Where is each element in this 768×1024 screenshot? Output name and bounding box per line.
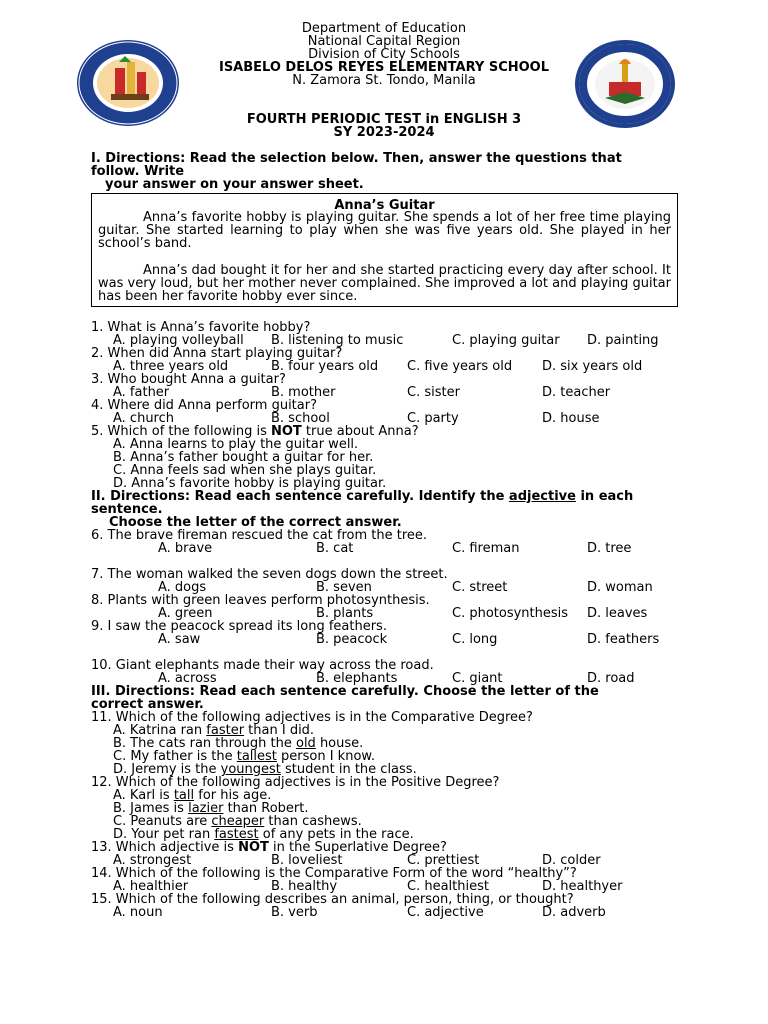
- q13-option-c: C. prettiest: [407, 853, 480, 868]
- q6-option-c: C. fireman: [452, 541, 520, 556]
- q7-option-c: C. street: [452, 580, 508, 595]
- q13-text-pre: 13. Which adjective is: [91, 840, 239, 855]
- question-1: 1. What is Anna’s favorite hobby?: [91, 320, 311, 335]
- q1-option-d: D. painting: [587, 333, 659, 348]
- q14-option-a: A. healthier: [113, 879, 189, 894]
- q5-text-post: true about Anna?: [301, 424, 419, 439]
- q4-option-c: C. party: [407, 411, 459, 426]
- q6-option-d: D. tree: [587, 541, 632, 556]
- q14-option-c: C. healthiest: [407, 879, 489, 894]
- q13-text-bold: NOT: [238, 840, 269, 855]
- q1-option-b: B. listening to music: [271, 333, 404, 348]
- part2-dir-pre: II. Directions: Read each sentence carefully. Identify the: [91, 489, 509, 504]
- part2-dir-post: in each: [575, 489, 634, 504]
- q12c-pre: C. Peanuts are: [113, 814, 212, 829]
- q12d-pre: D. Your pet ran: [113, 827, 215, 842]
- q11c-pre: C. My father is the: [113, 749, 237, 764]
- q2-option-b: B. four years old: [271, 359, 379, 374]
- part3-directions-line2: correct answer.: [91, 697, 204, 712]
- q7-option-d: D. woman: [587, 580, 653, 595]
- test-title: FOURTH PERIODIC TEST in ENGLISH 3: [246, 112, 522, 127]
- question-4: 4. Where did Anna perform guitar?: [91, 398, 317, 413]
- q6-option-b: B. cat: [316, 541, 354, 556]
- part3-directions-line1: III. Directions: Read each sentence carefully. Choose the letter of the: [91, 684, 599, 699]
- q8-option-c: C. photosynthesis: [452, 606, 569, 621]
- q13-text-post: in the Superlative Degree?: [268, 840, 447, 855]
- q9-option-c: C. long: [452, 632, 498, 647]
- q12d-post: of any pets in the race.: [258, 827, 414, 842]
- q12b-post: than Robert.: [223, 801, 309, 816]
- q8-option-a: A. green: [158, 606, 213, 621]
- q8-option-d: D. leaves: [587, 606, 648, 621]
- q9-option-b: B. peacock: [316, 632, 388, 647]
- part2-directions-line3: Choose the letter of the correct answer.: [109, 515, 402, 530]
- q12a-pre: A. Karl is: [113, 788, 174, 803]
- q10-option-c: C. giant: [452, 671, 503, 686]
- q6-option-a: A. brave: [158, 541, 213, 556]
- q2-option-c: C. five years old: [407, 359, 513, 374]
- q12b-pre: B. James is: [113, 801, 189, 816]
- q15-option-c: C. adjective: [407, 905, 484, 920]
- question-10: 10. Giant elephants made their way across the road.: [91, 658, 434, 673]
- question-7: 7. The woman walked the seven dogs down the street.: [91, 567, 448, 582]
- question-14: 14. Which of the following is the Comparative Form of the word “healthy”?: [91, 866, 577, 881]
- q9-option-a: A. saw: [158, 632, 201, 647]
- q1-option-a: A. playing volleyball: [113, 333, 244, 348]
- q5-text-pre: 5. Which of the following is: [91, 424, 271, 439]
- question-8: 8. Plants with green leaves perform photosynthesis.: [91, 593, 430, 608]
- q12d-underlined: fastest: [214, 827, 259, 842]
- q11c-post: person I know.: [276, 749, 375, 764]
- q3-option-b: B. mother: [271, 385, 336, 400]
- question-6: 6. The brave fireman rescued the cat from the tree.: [91, 528, 428, 543]
- q13-option-d: D. colder: [542, 853, 601, 868]
- q11d-pre: D. Jeremy is the: [113, 762, 221, 777]
- school-year: SY 2023-2024: [333, 125, 435, 140]
- part1-directions-line1: I. Directions: Read the selection below. Then, answer the questions that: [91, 151, 622, 166]
- q2-option-a: A. three years old: [113, 359, 229, 374]
- q5-option-b: B. Anna’s father bought a guitar for her.: [113, 450, 374, 465]
- q8-option-b: B. plants: [316, 606, 374, 621]
- q5-option-a: A. Anna learns to play the guitar well.: [113, 437, 359, 452]
- q7-option-b: B. seven: [316, 580, 372, 595]
- q7-option-a: A. dogs: [158, 580, 207, 595]
- q4-option-d: D. house: [542, 411, 600, 426]
- q11d-post: student in the class.: [280, 762, 417, 777]
- region-line: National Capital Region: [307, 34, 461, 49]
- school-name: ISABELO DELOS REYES ELEMENTARY SCHOOL: [218, 60, 550, 75]
- q11a-post: than I did.: [244, 723, 315, 738]
- q12c-underlined: cheaper: [211, 814, 265, 829]
- q13-option-b: B. loveliest: [271, 853, 343, 868]
- q11c-underlined: tallest: [236, 749, 277, 764]
- q12b-underlined: lazier: [188, 801, 224, 816]
- q5-option-c: C. Anna feels sad when she plays guitar.: [113, 463, 377, 478]
- q11d-underlined: youngest: [220, 762, 281, 777]
- q5-option-d: D. Anna’s favorite hobby is playing guitar.: [113, 476, 387, 491]
- part2-dir-underlined: adjective: [508, 489, 576, 504]
- q11a-underlined: faster: [206, 723, 245, 738]
- q11b-pre: B. The cats ran through the: [113, 736, 296, 751]
- q5-text-bold: NOT: [270, 424, 302, 439]
- q3-option-a: A. father: [113, 385, 170, 400]
- part1-directions-line2: follow. Write: [91, 164, 185, 179]
- q2-option-d: D. six years old: [542, 359, 643, 374]
- question-3: 3. Who bought Anna a guitar?: [91, 372, 286, 387]
- part1-directions-line3: your answer on your answer sheet.: [105, 177, 364, 192]
- q13-option-a: A. strongest: [113, 853, 192, 868]
- q3-option-d: D. teacher: [542, 385, 611, 400]
- story-paragraph-1: Anna’s favorite hobby is playing guitar. She spends a lot of her free time playing guitar. She started learning to play when she was five years old. She played in her school’s band.: [98, 210, 671, 251]
- question-12: 12. Which of the following adjectives is in the Positive Degree?: [91, 775, 500, 790]
- q12a-underlined: tall: [173, 788, 195, 803]
- q10-option-b: B. elephants: [316, 671, 398, 686]
- part2-directions-line1: [91, 490, 633, 503]
- q9-option-d: D. feathers: [587, 632, 660, 647]
- part2-directions-line2: sentence.: [91, 502, 163, 517]
- department-line: Department of Education: [301, 21, 467, 36]
- q12a-post: for his age.: [194, 788, 272, 803]
- q11b-post: house.: [315, 736, 364, 751]
- question-9: 9. I saw the peacock spread its long feathers.: [91, 619, 387, 634]
- q1-option-c: C. playing guitar: [452, 333, 560, 348]
- q10-option-a: A. across: [158, 671, 217, 686]
- q11b-underlined: old: [295, 736, 316, 751]
- q14-option-d: D. healthyer: [542, 879, 623, 894]
- story-title: Anna’s Guitar: [334, 198, 435, 213]
- q11a-pre: A. Katrina ran: [113, 723, 207, 738]
- question-11: 11. Which of the following adjectives is in the Comparative Degree?: [91, 710, 533, 725]
- question-2: 2. When did Anna start playing guitar?: [91, 346, 343, 361]
- q15-option-d: D. adverb: [542, 905, 606, 920]
- division-line: Division of City Schools: [308, 47, 460, 62]
- story-paragraph-2: Anna’s dad bought it for her and she started practicing every day after school. It was very loud, but her mother never complained. She improved a lot and playing guitar has been her favorite hobby ever since.: [98, 263, 671, 304]
- q15-option-b: B. verb: [271, 905, 318, 920]
- q14-option-b: B. healthy: [271, 879, 338, 894]
- q4-option-a: A. church: [113, 411, 175, 426]
- q12c-post: than cashews.: [264, 814, 362, 829]
- story-box: [91, 193, 678, 307]
- q4-option-b: B. school: [271, 411, 330, 426]
- q3-option-c: C. sister: [407, 385, 460, 400]
- question-15: 15. Which of the following describes an animal, person, thing, or thought?: [91, 892, 574, 907]
- q15-option-a: A. noun: [113, 905, 163, 920]
- q10-option-d: D. road: [587, 671, 635, 686]
- school-address: N. Zamora St. Tondo, Manila: [292, 73, 476, 88]
